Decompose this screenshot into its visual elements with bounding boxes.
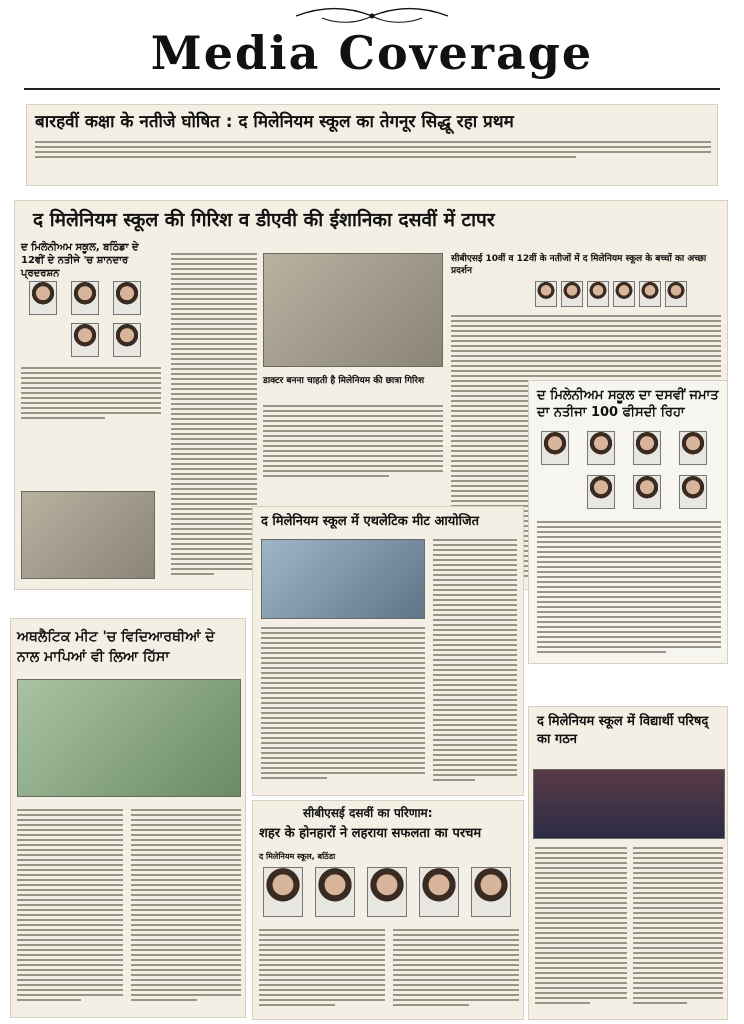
- student-portrait: [587, 475, 615, 509]
- student-portrait: [263, 867, 303, 917]
- student-portrait: [367, 867, 407, 917]
- article-body: [263, 405, 443, 480]
- flourish-ornament-icon: [292, 4, 452, 26]
- article-body: [21, 367, 161, 422]
- page-title: Media Coverage: [150, 26, 594, 80]
- article-body: [393, 929, 519, 1009]
- student-portrait: [613, 281, 635, 307]
- clip-left-headline: ਦ ਮਿਲੇਨੀਅਮ ਸਕੂਲ, ਬਠਿੰਡਾ ਦੇ 12ਵੀਂ ਦੇ ਨਤੀਜੇ 'ਚ ਸ਼ਾਨਦਾਰ ਪ੍ਰਦਰਸ਼ਨ: [21, 242, 139, 279]
- student-portrait: [633, 475, 661, 509]
- student-portrait: [587, 431, 615, 465]
- article-body: [537, 521, 721, 656]
- article-body: [171, 253, 257, 578]
- student-portrait: [113, 281, 141, 315]
- student-portrait: [29, 281, 57, 315]
- student-portrait: [665, 281, 687, 307]
- clip-headline: द मिलेनियम स्कूल की गिरिश व डीएवी की ईशानिका दसवीं में टापर: [33, 209, 495, 231]
- student-portrait: [561, 281, 583, 307]
- clip-headline: ਦ ਮਿਲੇਨੀਅਮ ਸਕੂਲ ਦਾ ਦਸਵੀਂ ਜਮਾਤ ਦਾ ਨਤੀਜਾ 100 ਫੀਸਦੀ ਰਿਹਾ: [537, 388, 719, 420]
- page-header: [0, 0, 744, 92]
- athletic-meet-photo: [261, 539, 425, 619]
- student-portrait: [587, 281, 609, 307]
- clip-kicker: सीबीएसई दसवीं का परिणाम:: [303, 806, 433, 820]
- news-clip-athletic-meet-punjabi: [10, 618, 246, 1018]
- article-body: [35, 141, 711, 161]
- student-portrait: [113, 323, 141, 357]
- news-clip-class12-results: [26, 104, 718, 186]
- clip-headline: बारहवीं कक्षा के नतीजे घोषित : द मिलेनियम स्कूल का तेगनूर सिद्धू रहा प्रथम: [35, 112, 514, 132]
- article-body: [433, 539, 517, 784]
- clip-subhead: सीबीएसई 10वीं व 12वीं के नतीजों में द मिलेनियम स्कूल के बच्चों का अच्छा प्रदर्शन: [451, 254, 707, 276]
- clip-headline: द मिलेनियम स्कूल में एथलेटिक मीट आयोजित: [261, 514, 480, 529]
- clip-inner-headline: डाक्टर बनना चाहती है मिलेनियम की छात्रा गिरिश: [263, 376, 425, 386]
- student-portrait: [679, 475, 707, 509]
- article-body: [259, 929, 385, 1009]
- student-portrait: [71, 323, 99, 357]
- article-body: [17, 809, 123, 1004]
- article-body: [261, 627, 425, 782]
- student-portrait: [639, 281, 661, 307]
- article-body: [535, 847, 627, 1007]
- news-clip-student-council: [528, 706, 728, 1020]
- student-portrait: [71, 281, 99, 315]
- athletic-meet-photo: [17, 679, 241, 797]
- student-portrait: [471, 867, 511, 917]
- article-body: [633, 847, 723, 1007]
- news-clip-athletic-meet-hindi: [252, 506, 524, 796]
- clip-headline: द मिलेनियम स्कूल में विद्यार्थी परिषद् का गठन: [537, 714, 709, 747]
- student-portrait: [633, 431, 661, 465]
- investiture-photo: [533, 769, 725, 839]
- news-clip-city-toppers: [252, 800, 524, 1020]
- student-portrait: [679, 431, 707, 465]
- clip-headline: ਅਥਲੈਟਿਕ ਮੀਟ 'ਚ ਵਿਦਿਆਰਥੀਆਂ ਦੇ ਨਾਲ ਮਾਪਿਆਂ ਵੀ ਲਿਆ ਹਿੱਸਾ: [17, 629, 215, 665]
- student-portrait: [541, 431, 569, 465]
- student-portrait: [315, 867, 355, 917]
- news-clip-class10-punjabi: [528, 380, 728, 664]
- felicitation-photo: [263, 253, 443, 367]
- school-label: द मिलेनियम स्कूल, बठिंडा: [259, 852, 336, 861]
- student-portrait: [535, 281, 557, 307]
- article-body: [131, 809, 241, 1004]
- clip-headline: शहर के होनहारों ने लहराया सफलता का परचम: [259, 826, 482, 841]
- student-portrait: [419, 867, 459, 917]
- group-photo: [21, 491, 155, 579]
- header-divider: [24, 88, 720, 90]
